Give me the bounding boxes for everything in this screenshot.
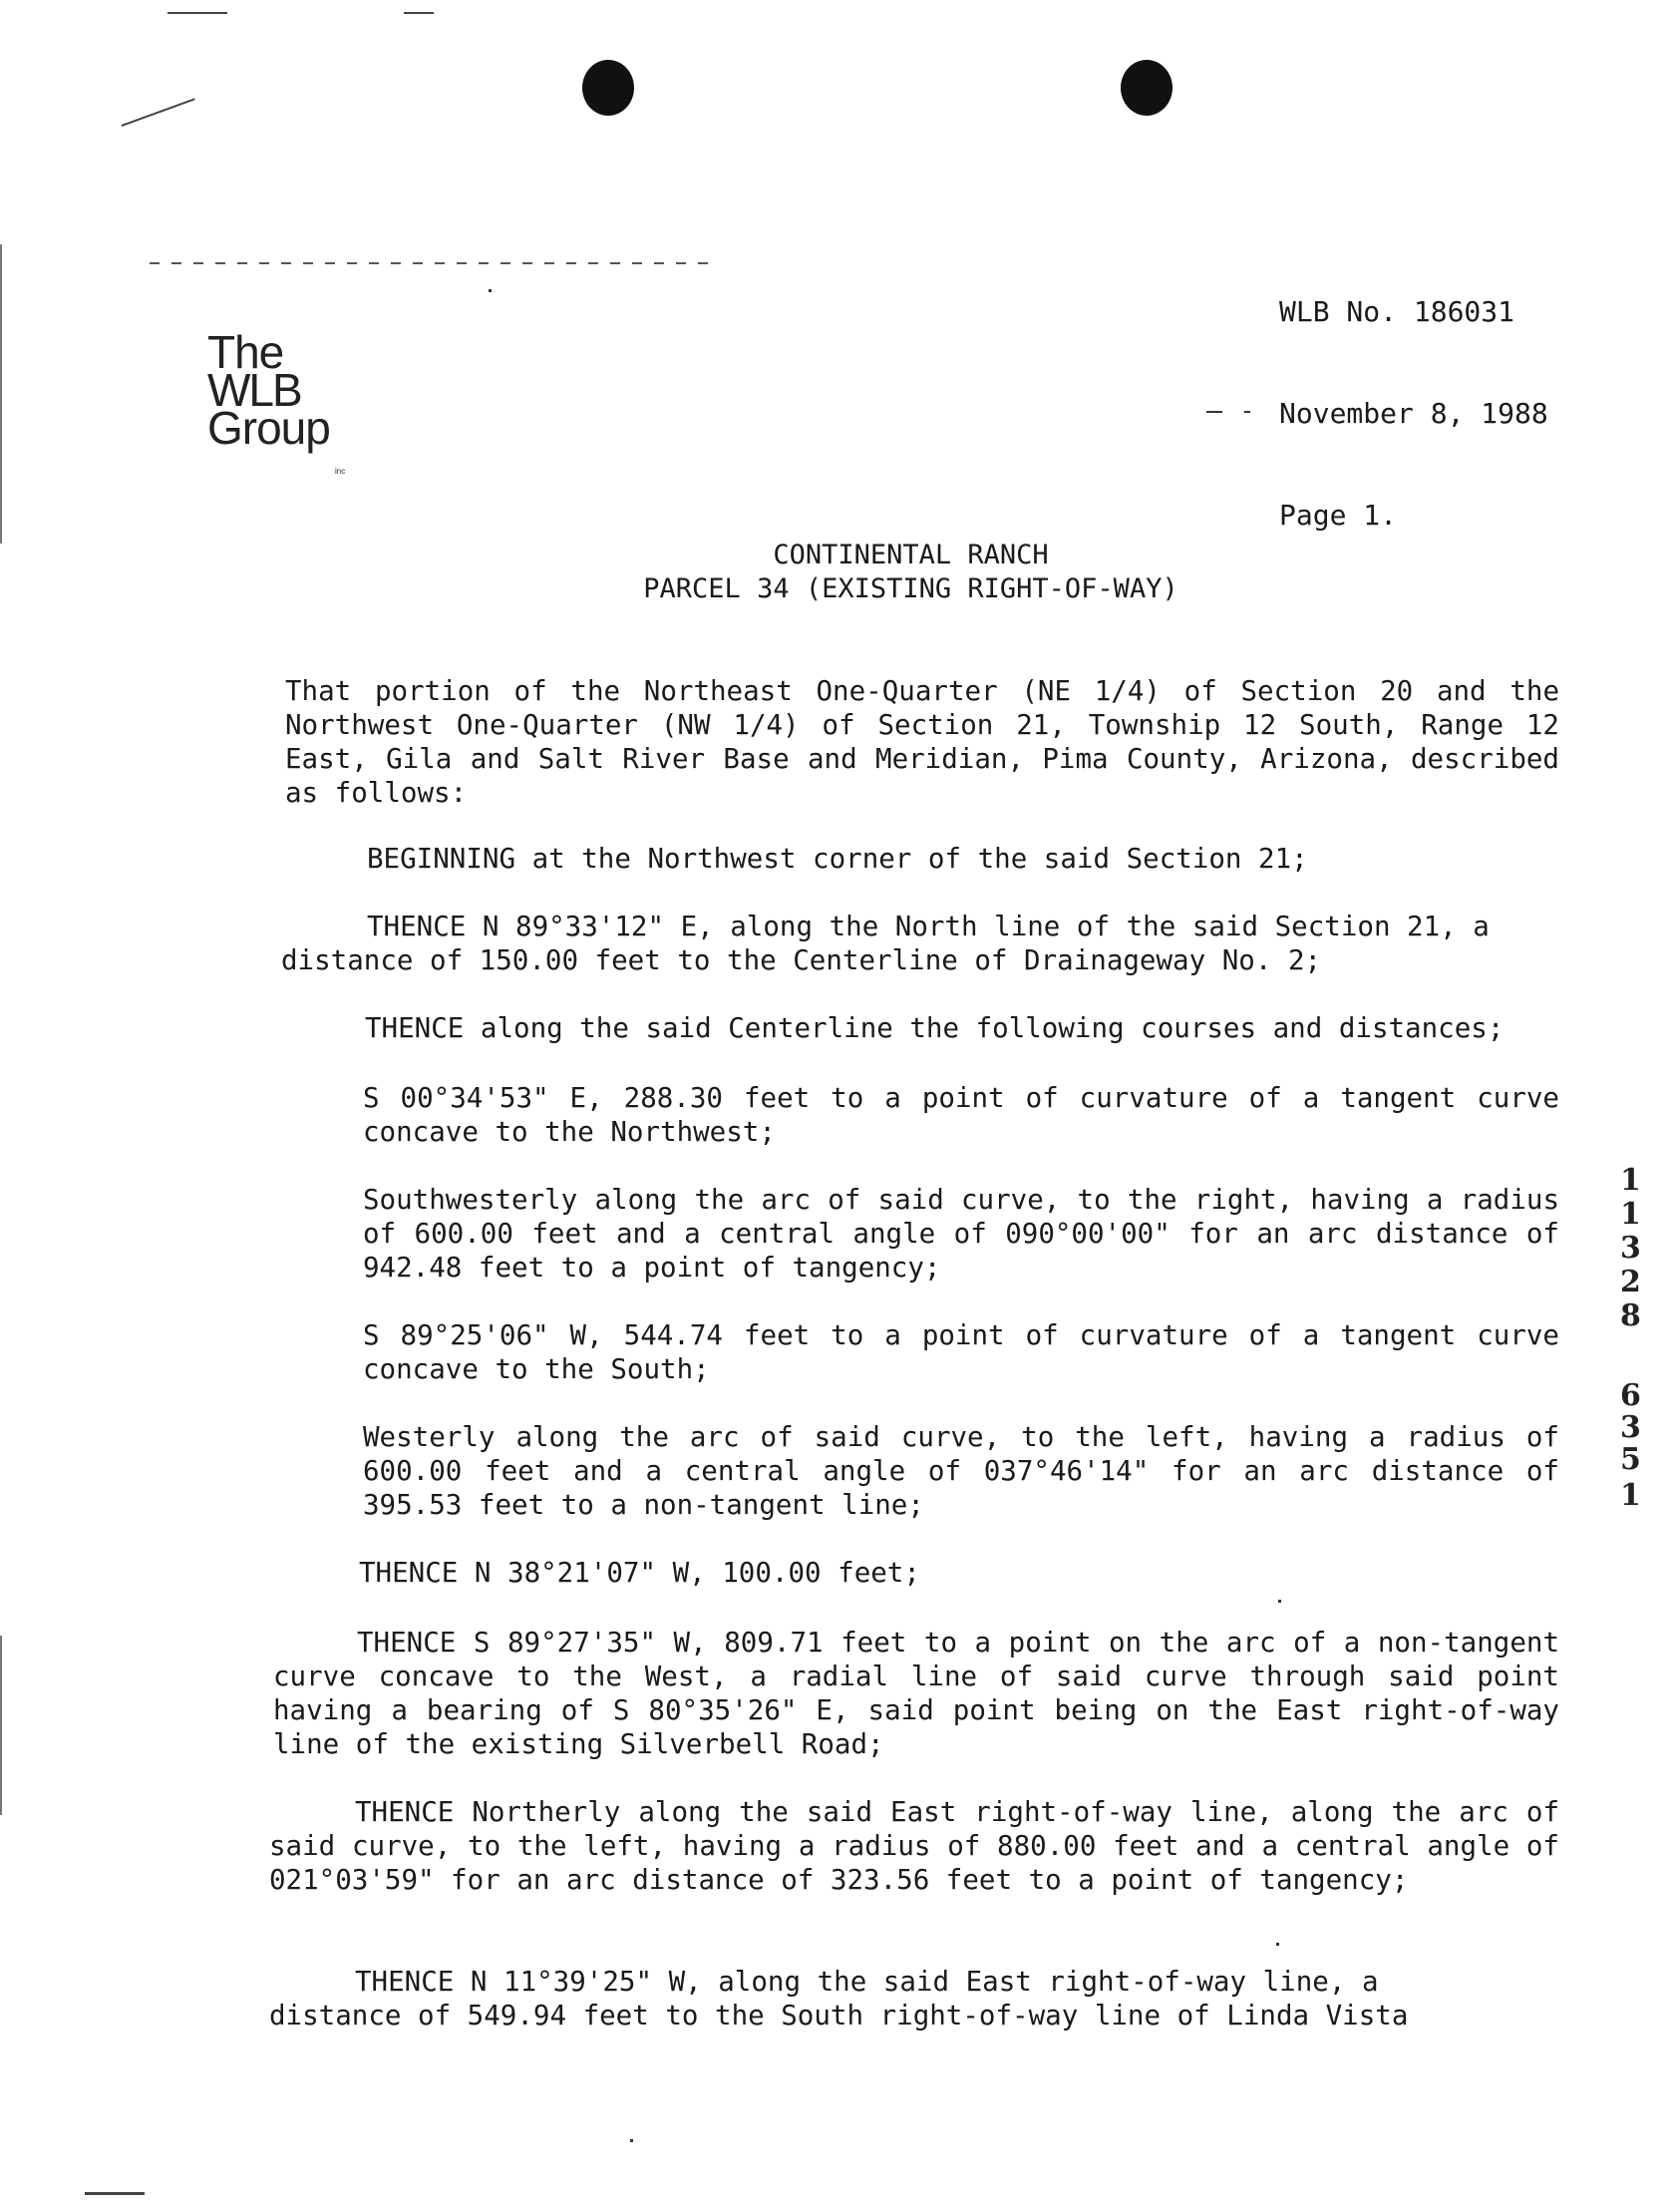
scan-mark-top-1 (167, 12, 227, 14)
document-title-line-1: CONTINENTAL RANCH (773, 540, 1049, 570)
logo-line-1: The (207, 326, 284, 378)
thence-5-paragraph: THENCE Northerly along the said East right-of-way line, along the arc of said curve, to the left, having a radius of 880.00 feet and a central angle of 021°03'59" for an arc distance of 323.56 feet to a point of tangency; (269, 1796, 1559, 1896)
left-edge-rule-2 (0, 1636, 2, 1815)
logo-suffix: inc (335, 467, 346, 476)
margin-stamp-digit: 2 (1620, 1265, 1641, 1299)
logo-line-2: WLB (207, 364, 301, 416)
thence-1-line-2: distance of 150.00 feet to the Centerline of Drainageway No. 2; (281, 944, 1322, 976)
scan-speck (630, 2139, 633, 2142)
left-edge-rule-1 (0, 244, 2, 544)
course-4-paragraph: Westerly along the arc of said curve, to the left, having a radius of 600.00 feet and a central angle of 037°46'14" for an arc distance of 395.53 feet to a non-tangent line; (363, 1421, 1559, 1521)
thence-1-line-1: THENCE N 89°33'12" E, along the North line of the said Section 21, a (367, 911, 1490, 942)
course-1-paragraph: S 00°34'53" E, 288.30 feet to a point of curvature of a tangent curve concave to the Northwest; (363, 1082, 1559, 1148)
bottom-edge-mark (85, 2192, 145, 2195)
punch-hole-left (582, 60, 634, 116)
scan-speck (1278, 1600, 1281, 1603)
margin-stamp-digit: 6 (1620, 1378, 1641, 1413)
beginning-paragraph: BEGINNING at the Northwest corner of the said Section 21; (367, 843, 1308, 875)
thence-3-paragraph: THENCE N 38°21'07" W, 100.00 feet; (359, 1557, 920, 1589)
document-header (1279, 227, 1548, 566)
scan-mark-diagonal (122, 98, 195, 127)
margin-stamp-digit: 8 (1620, 1298, 1641, 1333)
scan-mark-top-2 (404, 12, 434, 14)
wlb-number: WLB No. 186031 (1279, 295, 1515, 328)
margin-stamp-digit: 3 (1620, 1231, 1641, 1266)
page-number: Page 1. (1279, 499, 1398, 532)
scan-mark-dotted-line (150, 262, 708, 264)
course-3-paragraph: S 89°25'06" W, 544.74 feet to a point of curvature of a tangent curve concave to the South; (363, 1319, 1559, 1385)
document-title-line-2: PARCEL 34 (EXISTING RIGHT-OF-WAY) (643, 573, 1178, 604)
scan-speck (1244, 411, 1250, 413)
scan-speck (1206, 411, 1222, 413)
margin-stamp-digit: 3 (1620, 1410, 1641, 1445)
scan-speck (1276, 1943, 1279, 1946)
margin-stamp-digit: 5 (1620, 1442, 1641, 1477)
margin-stamp-digit: 1 (1620, 1197, 1641, 1232)
logo-line-3: Group (207, 402, 330, 454)
thence-6-line-1: THENCE N 11°39'25" W, along the said East right-of-way line, a (355, 1966, 1379, 1998)
thence-2-paragraph: THENCE along the said Centerline the following courses and distances; (365, 1012, 1505, 1044)
document-date: November 8, 1988 (1279, 397, 1548, 430)
thence-6-line-2: distance of 549.94 feet to the South right-of-way line of Linda Vista (269, 2000, 1409, 2031)
margin-stamp-digit: 1 (1620, 1478, 1641, 1513)
thence-4-paragraph: THENCE S 89°27'35" W, 809.71 feet to a point on the arc of a non-tangent curve concave to the West, a radial line of said curve through said point having a bearing of S 80°35'26" E, said point being on the East right-of-way line of the existing Silverbell Road; (273, 1627, 1559, 1760)
margin-stamp-digit: 1 (1620, 1163, 1641, 1198)
intro-paragraph: That portion of the Northeast One-Quarter (NE 1/4) of Section 20 and the Northwest One-Quarter (NW 1/4) of Section 21, Township 12 South, Range 12 East, Gila and Salt River Base and Meridian, Pima County, Arizona, described as follows: (285, 675, 1559, 809)
scan-speck (489, 289, 492, 292)
course-2-paragraph: Southwesterly along the arc of said curve, to the right, having a radius of 600.00 feet and a central angle of 090°00'00" for an arc distance of 942.48 feet to a point of tangency; (363, 1184, 1559, 1284)
punch-hole-right (1121, 60, 1172, 116)
